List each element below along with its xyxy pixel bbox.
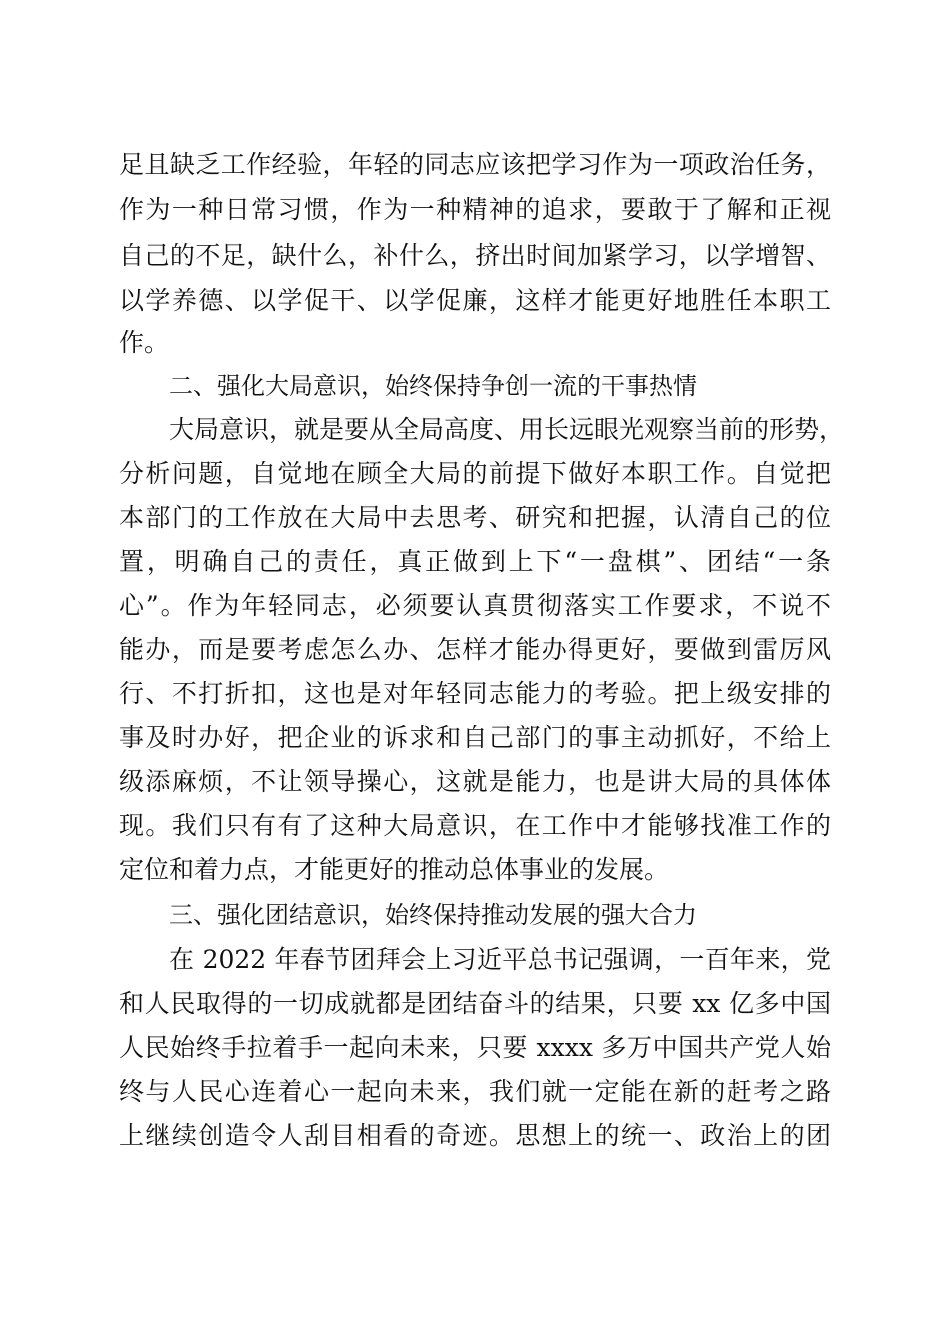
paragraph-line: 心”。作为年轻同志，必须要认真贯彻落实工作要求，不说不 [119, 591, 831, 620]
paragraph-line: 级添麻烦，不让领导操心，这就是能力，也是讲大局的具体体 [119, 767, 831, 796]
paragraph-line: 足且缺乏工作经验，年轻的同志应该把学习作为一项政治任务， [119, 150, 831, 179]
paragraph-line: 能办，而是要考虑怎么办、怎样才能办得更好，要做到雷厉风 [119, 635, 831, 664]
paragraph-line: 上继续创造令人刮目相看的奇迹。思想上的统一、政治上的团 [119, 1121, 831, 1150]
paragraph-line: 行、不打折扣，这也是对年轻同志能力的考验。把上级安排的 [119, 679, 831, 708]
paragraph-line: 分析问题，自觉地在顾全大局的前提下做好本职工作。自觉把 [119, 459, 831, 488]
paragraph-line: 本部门的工作放在大局中去思考、研究和把握，认清自己的位 [119, 503, 831, 532]
section-heading: 三、强化团结意识，始终保持推动发展的强大合力 [169, 901, 697, 929]
paragraph-line: 大局意识，就是要从全局高度、用长远眼光观察当前的形势， [169, 415, 845, 444]
paragraph-line: 置，明确自己的责任，真正做到上下“一盘棋”、团结“一条 [119, 547, 831, 576]
paragraph-line: 作。 [119, 328, 170, 357]
paragraph-line: 和人民取得的一切成就都是团结奋斗的结果，只要 xx 亿多中国 [119, 989, 831, 1018]
paragraph-line: 以学养德、以学促干、以学促廉，这样才能更好地胜任本职工 [119, 286, 831, 315]
paragraph-line: 作为一种日常习惯，作为一种精神的追求，要敢于了解和正视 [119, 195, 831, 224]
paragraph-line: 终与人民心连着心一起向未来，我们就一定能在新的赶考之路 [119, 1077, 831, 1106]
paragraph-line: 人民始终手拉着手一起向未来，只要 xxxx 多万中国共产党人始 [119, 1033, 831, 1062]
paragraph-line: 现。我们只有有了这种大局意识，在工作中才能够找准工作的 [119, 811, 831, 840]
paragraph-line: 事及时办好，把企业的诉求和自己部门的事主动抓好，不给上 [119, 723, 831, 752]
paragraph-line: 定位和着力点，才能更好的推动总体事业的发展。 [119, 855, 670, 884]
section-heading: 二、强化大局意识，始终保持争创一流的干事热情 [169, 372, 697, 400]
paragraph-line: 自己的不足，缺什么，补什么，挤出时间加紧学习，以学增智、 [119, 241, 831, 270]
paragraph-line: 在 2022 年春节团拜会上习近平总书记强调，一百年来，党 [169, 945, 831, 974]
